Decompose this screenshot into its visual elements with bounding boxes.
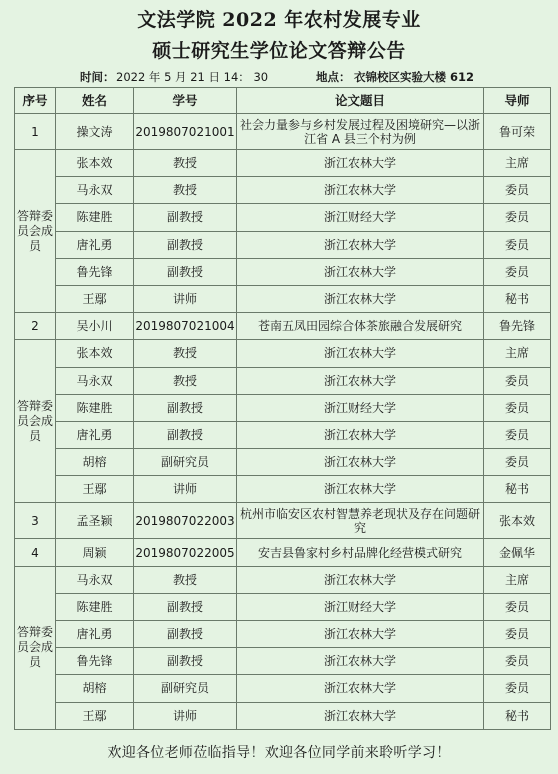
member-title: 副教授	[134, 394, 237, 421]
member-title: 副研究员	[134, 449, 237, 476]
thesis-title: 社会力量参与乡村发展过程及困境研究—以浙江省 A 县三个村为例	[237, 114, 484, 150]
committee-row	[15, 150, 551, 177]
member-role: 委员	[484, 421, 551, 448]
member-role: 委员	[484, 394, 551, 421]
student-number: 2	[15, 313, 56, 340]
title-line-2: 硕士研究生学位论文答辩公告	[152, 40, 406, 62]
committee-label: 答辩委员会成员	[15, 340, 56, 503]
committee-row	[15, 204, 551, 231]
member-role: 委员	[484, 231, 551, 258]
committee-row	[15, 367, 551, 394]
member-title: 副研究员	[134, 675, 237, 702]
member-role: 秘书	[484, 285, 551, 312]
header-thesis-title: 论文题目	[237, 88, 484, 114]
member-role: 主席	[484, 566, 551, 593]
member-title: 副教授	[134, 648, 237, 675]
welcome-footer: 欢迎各位老师莅临指导！欢迎各位同学前来聆听学习！	[107, 745, 451, 761]
student-row	[15, 313, 551, 340]
thesis-title: 苍南五凤田园综合体茶旅融合发展研究	[237, 313, 484, 340]
member-affiliation: 浙江财经大学	[237, 204, 484, 231]
advisor-name: 张本效	[484, 503, 551, 539]
student-name: 吴小川	[56, 313, 134, 340]
table-header-row	[15, 88, 551, 114]
student-number: 3	[15, 503, 56, 539]
student-number: 1	[15, 114, 56, 150]
member-role: 委员	[484, 621, 551, 648]
member-role: 主席	[484, 150, 551, 177]
title-line-1: 文法学院 2022 年农村发展专业	[137, 9, 421, 31]
header-number: 序号	[15, 88, 56, 114]
member-role: 委员	[484, 648, 551, 675]
member-affiliation: 浙江农林大学	[237, 421, 484, 448]
place-label: 地点：	[316, 70, 351, 84]
member-affiliation: 浙江农林大学	[237, 231, 484, 258]
member-affiliation: 浙江农林大学	[237, 476, 484, 503]
student-row	[15, 114, 551, 150]
time-label: 时间：	[80, 70, 115, 84]
member-affiliation: 浙江农林大学	[237, 258, 484, 285]
header-advisor: 导师	[484, 88, 551, 114]
member-title: 教授	[134, 367, 237, 394]
member-name: 胡榕	[56, 675, 134, 702]
member-affiliation: 浙江农林大学	[237, 177, 484, 204]
committee-row	[15, 621, 551, 648]
member-name: 马永双	[56, 367, 134, 394]
committee-row	[15, 340, 551, 367]
member-affiliation: 浙江农林大学	[237, 702, 484, 729]
member-title: 教授	[134, 177, 237, 204]
header-student-id: 学号	[134, 88, 237, 114]
member-role: 委员	[484, 675, 551, 702]
member-affiliation: 浙江财经大学	[237, 593, 484, 620]
member-title: 教授	[134, 566, 237, 593]
student-id: 2019807021004	[134, 313, 237, 340]
student-number: 4	[15, 539, 56, 566]
committee-row	[15, 702, 551, 729]
advisor-name: 鲁可荣	[484, 114, 551, 150]
member-role: 秘书	[484, 476, 551, 503]
student-name: 操文涛	[56, 114, 134, 150]
member-affiliation: 浙江农林大学	[237, 285, 484, 312]
time-value: 2022 年 5 月 21 日 14： 30	[116, 70, 269, 84]
member-title: 副教授	[134, 621, 237, 648]
committee-row	[15, 566, 551, 593]
student-id: 2019807021001	[134, 114, 237, 150]
committee-row	[15, 593, 551, 620]
committee-row	[15, 258, 551, 285]
thesis-title: 安吉县鲁家村乡村品牌化经营模式研究	[237, 539, 484, 566]
member-title: 副教授	[134, 593, 237, 620]
student-id: 2019807022003	[134, 503, 237, 539]
member-name: 陈建胜	[56, 593, 134, 620]
member-title: 副教授	[134, 204, 237, 231]
member-title: 讲师	[134, 285, 237, 312]
member-title: 副教授	[134, 231, 237, 258]
member-role: 委员	[484, 593, 551, 620]
member-affiliation: 浙江农林大学	[237, 566, 484, 593]
member-role: 委员	[484, 367, 551, 394]
advisor-name: 鲁先锋	[484, 313, 551, 340]
member-title: 副教授	[134, 421, 237, 448]
header-name: 姓名	[56, 88, 134, 114]
member-name: 陈建胜	[56, 204, 134, 231]
committee-row	[15, 449, 551, 476]
student-row	[15, 539, 551, 566]
member-name: 张本效	[56, 340, 134, 367]
member-name: 胡榕	[56, 449, 134, 476]
member-name: 鲁先锋	[56, 258, 134, 285]
member-affiliation: 浙江农林大学	[237, 367, 484, 394]
student-name: 孟圣颖	[56, 503, 134, 539]
committee-row	[15, 421, 551, 448]
member-name: 张本效	[56, 150, 134, 177]
student-id: 2019807022005	[134, 539, 237, 566]
member-name: 陈建胜	[56, 394, 134, 421]
committee-label: 答辩委员会成员	[15, 566, 56, 729]
advisor-name: 金佩华	[484, 539, 551, 566]
member-name: 鲁先锋	[56, 648, 134, 675]
member-affiliation: 浙江农林大学	[237, 150, 484, 177]
member-affiliation: 浙江农林大学	[237, 449, 484, 476]
committee-label: 答辩委员会成员	[15, 150, 56, 313]
committee-row	[15, 394, 551, 421]
member-affiliation: 浙江农林大学	[237, 340, 484, 367]
member-name: 马永双	[56, 177, 134, 204]
member-title: 讲师	[134, 476, 237, 503]
student-name: 周颖	[56, 539, 134, 566]
member-role: 委员	[484, 204, 551, 231]
defense-schedule-table	[14, 87, 551, 730]
committee-row	[15, 648, 551, 675]
member-name: 唐礼勇	[56, 421, 134, 448]
committee-row	[15, 476, 551, 503]
committee-row	[15, 231, 551, 258]
member-role: 委员	[484, 258, 551, 285]
member-affiliation: 浙江财经大学	[237, 394, 484, 421]
committee-row	[15, 285, 551, 312]
committee-row	[15, 675, 551, 702]
member-name: 王鄢	[56, 476, 134, 503]
member-name: 马永双	[56, 566, 134, 593]
member-title: 教授	[134, 150, 237, 177]
member-name: 唐礼勇	[56, 231, 134, 258]
member-title: 副教授	[134, 258, 237, 285]
member-title: 讲师	[134, 702, 237, 729]
thesis-title: 杭州市临安区农村智慧养老现状及存在问题研究	[237, 503, 484, 539]
member-role: 秘书	[484, 702, 551, 729]
student-row	[15, 503, 551, 539]
place-value: 衣锦校区实验大楼 612	[354, 70, 475, 84]
member-name: 唐礼勇	[56, 621, 134, 648]
committee-row	[15, 177, 551, 204]
member-name: 王鄢	[56, 702, 134, 729]
member-role: 主席	[484, 340, 551, 367]
member-affiliation: 浙江农林大学	[237, 675, 484, 702]
member-title: 教授	[134, 340, 237, 367]
member-affiliation: 浙江农林大学	[237, 621, 484, 648]
member-affiliation: 浙江农林大学	[237, 648, 484, 675]
member-name: 王鄢	[56, 285, 134, 312]
info-line	[0, 69, 558, 85]
member-role: 委员	[484, 177, 551, 204]
member-role: 委员	[484, 449, 551, 476]
